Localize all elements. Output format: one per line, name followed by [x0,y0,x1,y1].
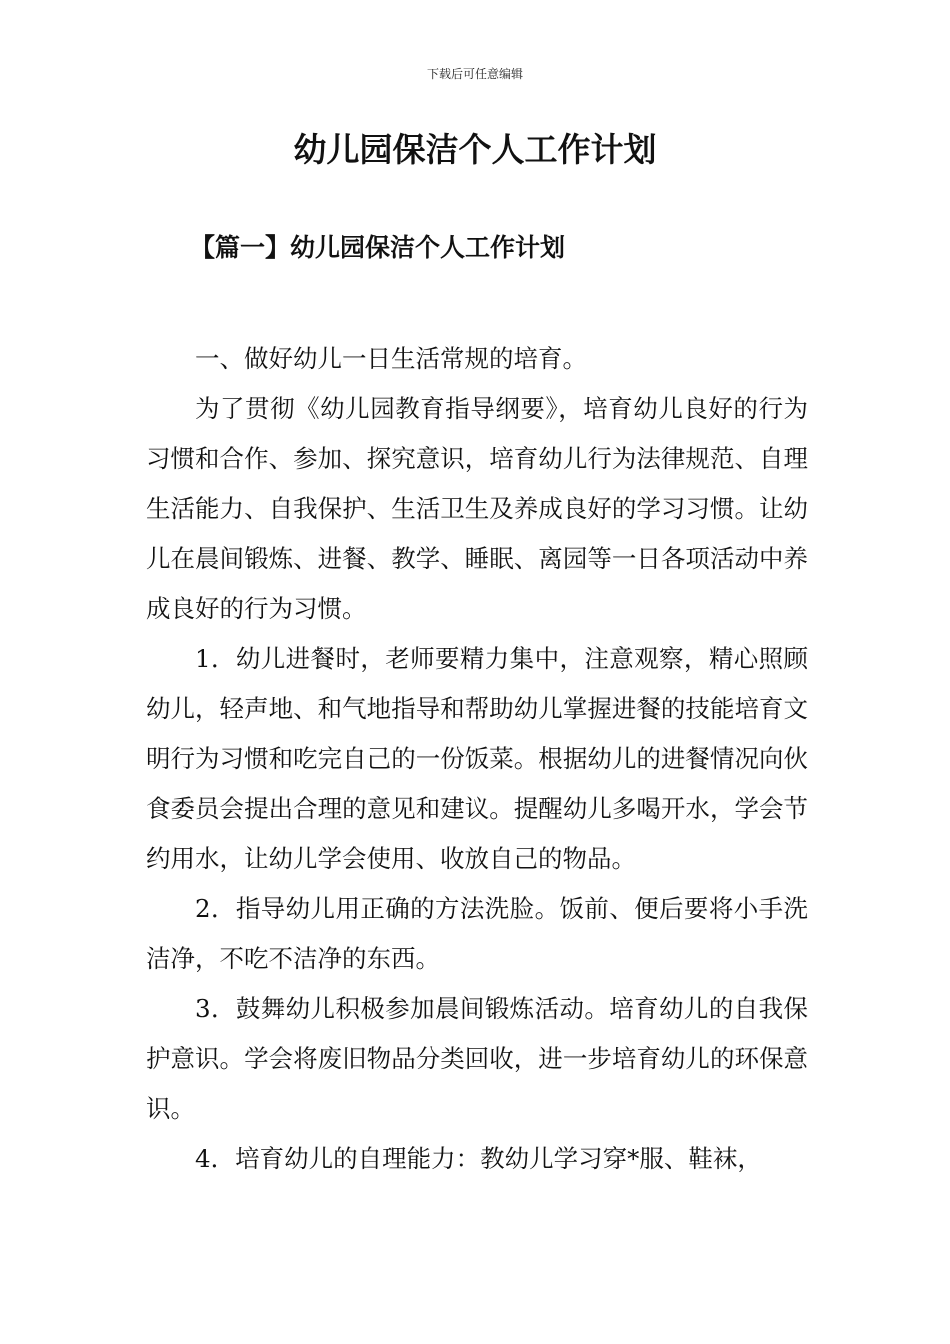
paragraph-item-4: 4．培育幼儿的自理能力：教幼儿学习穿*服、鞋袜， [195,1144,762,1173]
section-title: 【篇一】幼儿园保洁个人工作计划 [190,233,566,262]
paragraph-intro: 为了贯彻《幼儿园教育指导纲要》，培育幼儿良好的行为习惯和合作、参加、探究意识，培育幼儿行为法律规范、自理生活能力、自我保护、生活卫生及养成良好的学习习惯。让幼儿在晨间锻炼、进餐、教学、睡眠、离园等一日各项活动中养成良好的行为习惯。 [146,394,808,623]
document-body [146,334,808,1184]
document-title: 幼儿园保洁个人工作计划 [293,130,657,169]
paragraph-item-2: 2．指导幼儿用正确的方法洗脸。饭前、便后要将小手洗洁净，不吃不洁净的东西。 [146,894,808,973]
header-note: 下载后可任意编辑 [426,67,523,81]
paragraph-item-3: 3．鼓舞幼儿积极参加晨间锻炼活动。培育幼儿的自我保护意识。学会将废旧物品分类回收，进一步培育幼儿的环保意识。 [146,994,808,1123]
paragraph-heading-1: 一、做好幼儿一日生活常规的培育。 [195,344,587,373]
paragraph-item-1: 1．幼儿进餐时，老师要精力集中，注意观察，精心照顾幼儿，轻声地、和气地指导和帮助幼儿掌握进餐的技能培育文明行为习惯和吃完自己的一份饭菜。根据幼儿的进餐情况向伙食委员会提出合理的意见和建议。提醒幼儿多喝开水，学会节约用水，让幼儿学会使用、收放自己的物品。 [146,644,808,873]
